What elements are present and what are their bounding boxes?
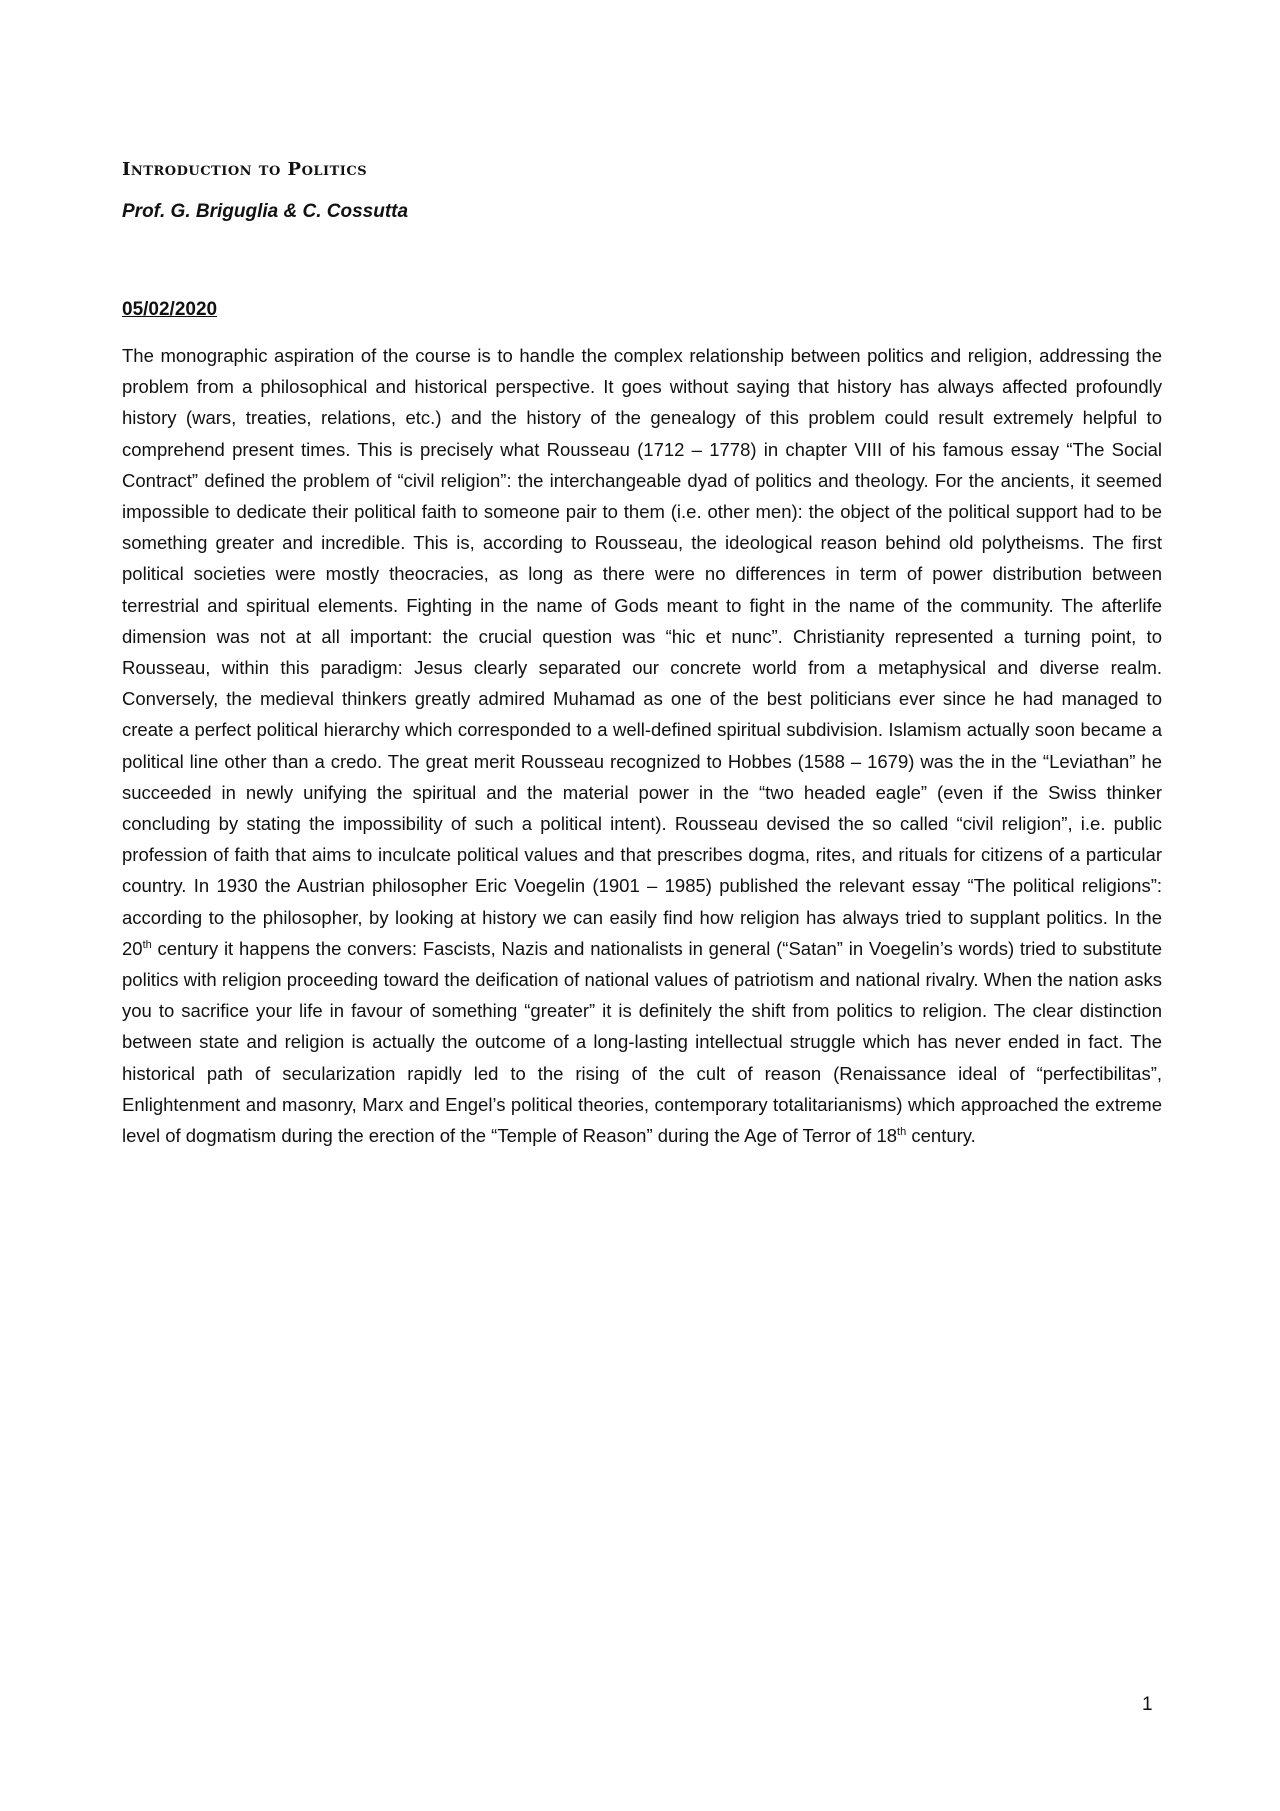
ordinal-superscript-2: th — [897, 1125, 907, 1138]
body-paragraph — [122, 340, 1162, 1151]
document-content — [122, 158, 1162, 1151]
body-text-part-3: century. — [906, 1125, 976, 1147]
document-authors: Prof. G. Briguglia & C. Cossutta — [122, 201, 409, 222]
body-text-part-1: The monographic aspiration of the course is to handle the complex relationship between politics and religion, addressing the problem from a philosophical and historical perspective. It goes without saying that history has always affected profoundly history (wars, treaties, relations, etc.) and the history of the genealogy of this problem could result extremely helpful to comprehend present times. This is precisely what Rousseau (1712 – 1778) in chapter VIII of his famous essay “The Social Contract” defined the problem of “civil religion”: the interchangeable dyad of politics and theology. For the ancients, it seemed impossible to dedicate their political faith to someone pair to them (i.e. other men): the object of the political support had to be something greater and incredible. This is, according to Rousseau, the ideological reason behind old polytheisms. The first political societies were mostly theocracies, as long as there were no differences in term of power distribution between terrestrial and spiritual elements. Fighting in the name of Gods meant to fight in the name of the community. The afterlife dimension was not at all important: the crucial question was “hic et nunc”. Christianity represented a turning point, to Rousseau, within this paradigm: Jesus clearly separated our concrete world from a metaphysical and diverse realm. Conversely, the medieval thinkers greatly admired Muhamad as one of the best politicians ever since he had managed to create a perfect political hierarchy which corresponded to a well-defined spiritual subdivision. Islamism actually soon became a political line other than a credo. The great merit Rousseau recognized to Hobbes (1588 – 1679) was the in the “Leviathan” he succeeded in newly unifying the spiritual and the material power in the “two headed eagle” (even if the Swiss thinker concluding by stating the impossibility of such a political intent). Rousseau devised the so called “civil religion”, i.e. public profession of faith that aims to inculcate political values and that prescribes dogma, rites, and rituals for citizens of a particular country. In 1930 the Austrian philosopher Eric Voegelin (1901 – 1985) published the relevant essay “The political religions”: according to the philosopher, by looking at history we can easily find how religion has always tried to supplant politics. In the 20 — [122, 345, 1162, 959]
document-title: Introduction to Politics — [122, 159, 368, 180]
lecture-date: 05/02/2020 — [122, 299, 218, 320]
ordinal-superscript-1: th — [142, 938, 152, 951]
body-text-part-2: century it happens the convers: Fascists, Nazis and nationalists in general (“Satan” in Voegelin’s words) tried to substitute politics with religion proceeding toward the deification of national values of patriotism and national rivalry. When the nation asks you to sacrifice your life in favour of something “greater” it is definitely the shift from politics to religion. The clear distinction between state and religion is actually the outcome of a long-lasting intellectual struggle which has never ended in fact. The historical path of secularization rapidly led to the rising of the cult of reason (Renaissance ideal of “perfectibilitas”, Enlightenment and masonry, Marx and Engel’s political theories, contemporary totalitarianisms) which approached the extreme level of dogmatism during the erection of the “Temple of Reason” during the Age of Terror of 18 — [122, 937, 1162, 1147]
page-number: 1 — [1142, 1694, 1153, 1715]
